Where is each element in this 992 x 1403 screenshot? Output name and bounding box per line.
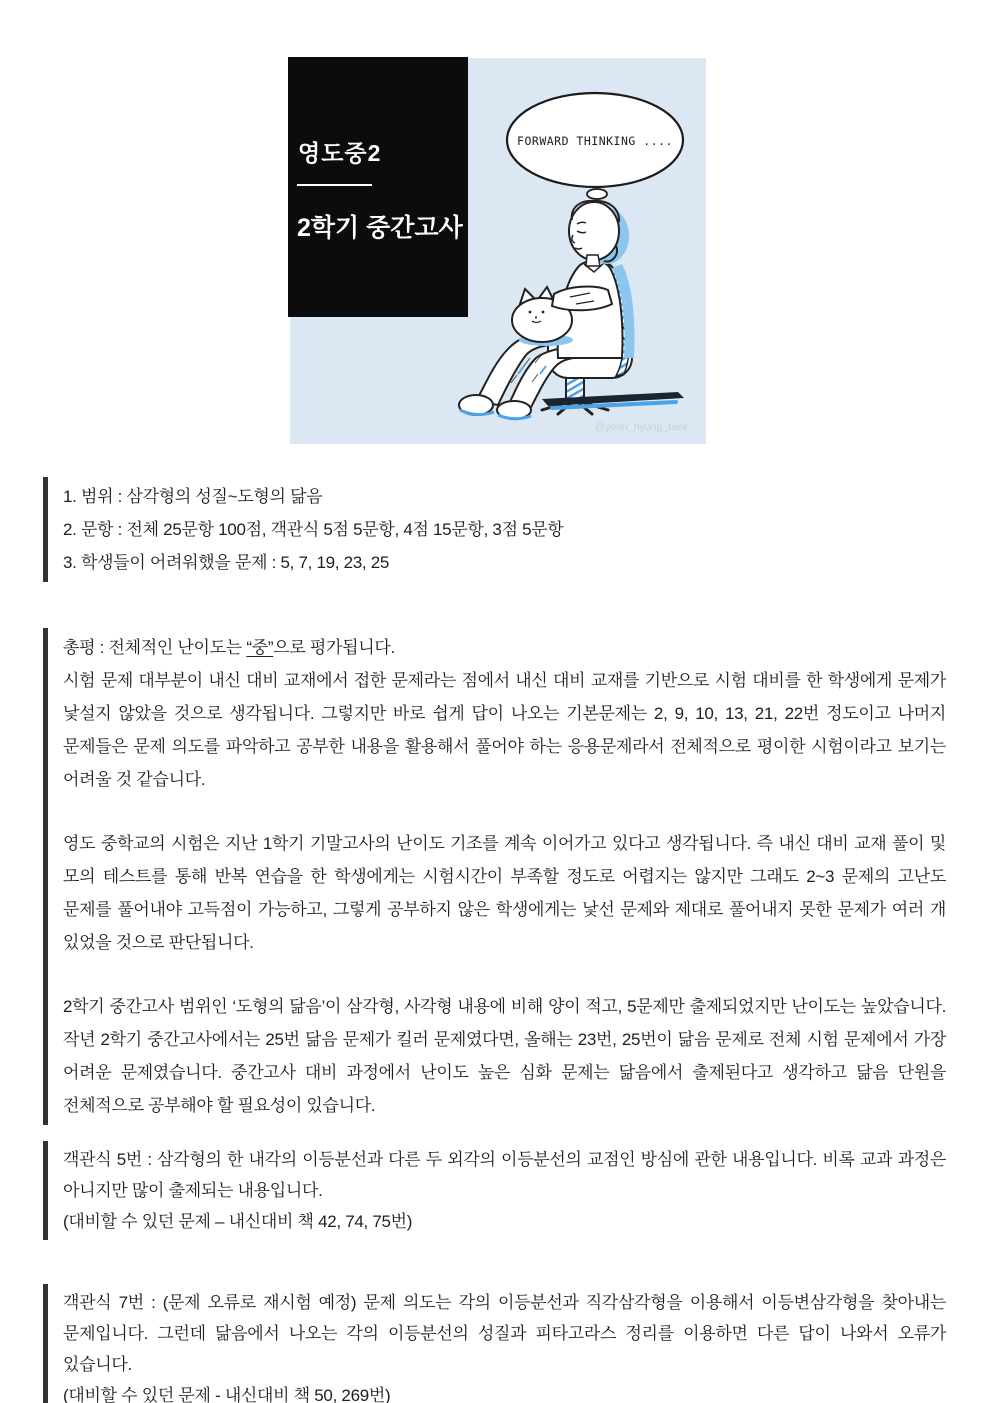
question5-block [43, 1141, 946, 1240]
exam-format-line: 2. 문항 : 전체 25문항 100점, 객관식 5점 5문항, 4점 15문항, 3점 5문항 [63, 520, 564, 539]
watermark-text: @yoon_hyung_taek [594, 421, 688, 433]
thought-bubble-text: FORWARD THINKING .... [517, 134, 673, 148]
question7-block [43, 1284, 946, 1403]
review-lead-line [63, 631, 946, 664]
review-paragraph-1: 시험 문제 대부분이 내신 대비 교재에서 접한 문제라는 점에서 내신 대비 교재를 기반으로 시험 대비를 한 학생에게 문제가 낯설지 않았을 것으로 생각됩니다. 그렇지만 바로 쉽게 답이 나오는 기본문제는 2, 9, 10, 13, 21, 22번 정도이고 나머지 문제들은 문제 의도를 파악하고 공부한 내용을 활용해서 풀어야 하는 응용문제라서 전체적으로 평이한 시험이라고 보기는 어려울 것 같습니다. [63, 671, 946, 789]
hero-title-panel [288, 57, 468, 317]
folded-arms [552, 287, 612, 311]
exam-info-block [43, 477, 946, 582]
title-divider [297, 184, 372, 186]
review-lead-prefix: 총평 : 전체적인 난이도는 [63, 638, 247, 657]
question5-comment: 객관식 5번 : 삼각형의 한 내각의 이등분선과 다른 두 외각의 이등분선의 교점인 방심에 관한 내용입니다. 비록 교과 과정은 아니지만 많이 출제되는 내용입니다. [63, 1150, 946, 1200]
review-lead-suffix: 으로 평가됩니다. [273, 638, 395, 657]
review-paragraph-3: 2학기 중간고사 범위인 ‘도형의 닮음’이 삼각형, 사각형 내용에 비해 양이 적고, 5문제만 출제되었지만 난이도는 높았습니다. 작년 2학기 중간고사에서는 25번 닮음 문제가 킬러 문제였다면, 올해는 23번, 25번이 닮음 문제로 전체 시험 문제에서 가장 어려운 문제였습니다. 중간고사 대비 과정에서 난이도 높은 심화 문제는 닮음에서 출제된다고 생각하고 닮음 단원을 전체적으로 공부해야 할 필요성이 있습니다. [63, 997, 946, 1115]
school-name: 영도중2 [298, 140, 382, 166]
difficulty-rating: “중” [246, 638, 274, 657]
exam-name: 2학기 중간고사 [297, 214, 463, 242]
question7-comment: 객관식 7번 : (문제 오류로 재시험 예정) 문제 의도는 각의 이등분선과 직각삼각형을 이용해서 이등변삼각형을 찾아내는 문제입니다. 그런데 닮음에서 나오는 각의 이등분선의 성질과 피타고라스 정리를 이용하면 다른 답이 나와서 오류가 있습니다. [63, 1293, 946, 1374]
floor-shadow [542, 392, 684, 408]
overall-review-block [43, 628, 946, 1125]
review-paragraph-2: 영도 중학교의 시험은 지난 1학기 기말고사의 난이도 기조를 계속 이어가고 있다고 생각됩니다. 즉 내신 대비 교재 풀이 및 모의 테스트를 통해 반복 연습을 한 학생에게는 시험시간이 부족할 정도로 어렵지는 않지만 그래도 2~3 문제의 고난도 문제를 풀어내야 고득점이 가능하고, 그렇게 공부하지 않은 학생에게는 낯선 문제와 제대로 풀어내지 못한 문제가 여러 개 있었을 것으로 판단됩니다. [63, 834, 946, 952]
thought-bubble-icon [507, 93, 683, 211]
question5-reference: (대비할 수 있던 문제 – 내신대비 책 42, 74, 75번) [63, 1212, 413, 1231]
difficult-questions-line: 3. 학생들이 어려워했을 문제 : 5, 7, 19, 23, 25 [63, 553, 390, 572]
exam-scope-line: 1. 범위 : 삼각형의 성질~도형의 닮음 [63, 487, 323, 506]
question7-reference: (대비할 수 있던 문제 - 내신대비 책 50, 269번) [63, 1386, 391, 1403]
